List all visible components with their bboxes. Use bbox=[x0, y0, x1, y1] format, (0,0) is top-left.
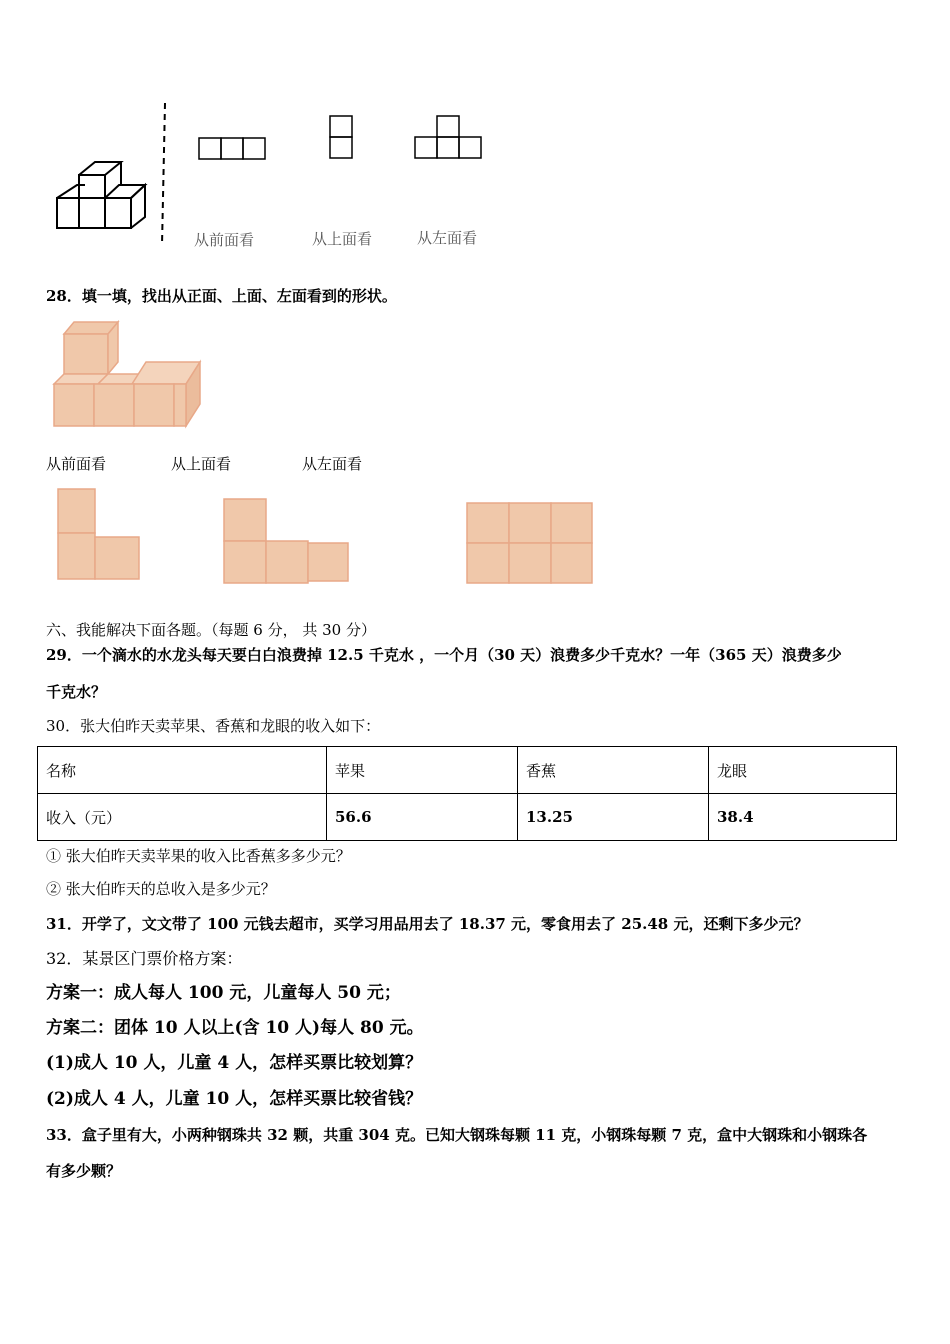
q29-line2: 千克水？ bbox=[46, 683, 107, 701]
q27-left-caption: 从左面看 bbox=[417, 229, 478, 247]
q29-line1: 29．一个滴水的水龙头每天要白白浪费掉 12.5 千克水 ，一个月（30 天）浪费多少千克水？一年（365 天）浪费多少 bbox=[46, 646, 842, 664]
q28-label-top: 从上面看 bbox=[171, 455, 232, 473]
q28-label-front: 从前面看 bbox=[46, 455, 107, 473]
q30-income-table bbox=[37, 746, 897, 841]
top-view-drawing bbox=[330, 116, 352, 158]
q28-cube-solid bbox=[48, 318, 208, 430]
table-cell: 香蕉 bbox=[518, 747, 709, 794]
section6-title: 六、我能解决下面各题。（每题 6 分， 共 30 分） bbox=[46, 621, 376, 639]
q32-plan1: 方案一：成人每人 100 元，儿童每人 50 元； bbox=[46, 983, 401, 1003]
table-cell: 13.25 bbox=[518, 794, 709, 841]
front-view-drawing bbox=[199, 138, 265, 159]
cube-solid-drawing bbox=[57, 162, 145, 228]
q33-line1: 33．盒子里有大，小两种钢珠共 32 颗，共重 304 克。已知大钢珠每颗 11 克，小钢珠每颗 7 克，盒中大钢珠和小钢珠各 bbox=[46, 1126, 868, 1144]
q32-sub1: (1)成人 10 人，儿童 4 人，怎样买票比较划算？ bbox=[46, 1053, 423, 1073]
q28-shape-c bbox=[467, 503, 592, 583]
q30-title: 30．张大伯昨天卖苹果、香蕉和龙眼的收入如下： bbox=[46, 717, 381, 735]
q33-line2: 有多少颗？ bbox=[46, 1162, 122, 1180]
q27-front-caption: 从前面看 bbox=[194, 231, 255, 249]
q28-view-shapes bbox=[50, 485, 600, 587]
table-cell: 龙眼 bbox=[709, 747, 897, 794]
q28-shape-a bbox=[58, 489, 139, 579]
table-cell: 名称 bbox=[38, 747, 327, 794]
table-cell: 56.6 bbox=[327, 794, 518, 841]
q31-text: 31．开学了，文文带了 100 元钱去超市，买学习用品用去了 18.37 元，零食用去了 25.48 元，还剩下多少元？ bbox=[46, 915, 809, 933]
q32-title: 32．某景区门票价格方案： bbox=[46, 949, 243, 968]
q32-plan2: 方案二：团体 10 人以上(含 10 人)每人 80 元。 bbox=[46, 1018, 424, 1038]
left-view-drawing bbox=[415, 116, 481, 158]
table-cell: 苹果 bbox=[327, 747, 518, 794]
table-cell: 收入（元） bbox=[38, 794, 327, 841]
q30-sub2: ② 张大伯昨天的总收入是多少元？ bbox=[46, 880, 276, 898]
table-row bbox=[38, 794, 897, 841]
q30-sub1: ① 张大伯昨天卖苹果的收入比香蕉多多少元？ bbox=[46, 847, 351, 865]
q32-sub2: (2)成人 4 人，儿童 10 人，怎样买票比较省钱？ bbox=[46, 1089, 423, 1109]
q27-top-caption: 从上面看 bbox=[312, 230, 373, 248]
dashed-divider bbox=[162, 103, 165, 245]
table-cell: 38.4 bbox=[709, 794, 897, 841]
q28-label-left: 从左面看 bbox=[302, 455, 363, 473]
table-row bbox=[38, 747, 897, 794]
q28-shape-b bbox=[224, 499, 348, 583]
q28-title: 28．填一填，找出从正面、上面、左面看到的形状。 bbox=[46, 287, 397, 305]
